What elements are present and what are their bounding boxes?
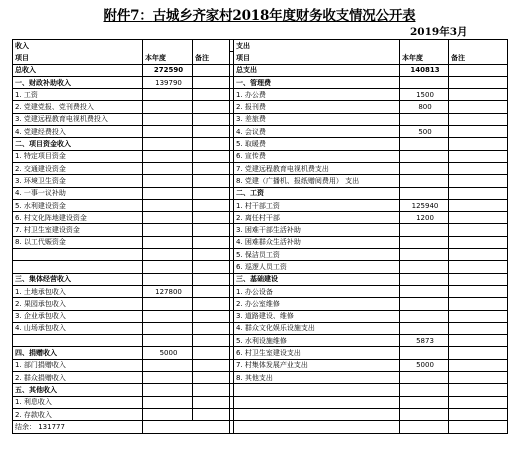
left-note-cell — [193, 150, 230, 162]
right-note-cell — [449, 298, 508, 310]
left-amount-cell — [143, 421, 193, 433]
left-amount-cell — [143, 162, 193, 174]
left-item-cell: 五、其他收入 — [13, 384, 143, 396]
left-note-cell — [193, 359, 230, 371]
left-amount-cell — [143, 150, 193, 162]
right-amount-cell — [400, 236, 449, 248]
right-item-cell: 4. 群众文化娱乐设施支出 — [234, 322, 400, 334]
left-amount-cell — [143, 372, 193, 384]
table-row — [13, 224, 508, 236]
left-item-cell: 三、集体经营收入 — [13, 273, 143, 285]
right-note-cell — [449, 359, 508, 371]
right-amount-cell — [400, 175, 449, 187]
left-note-cell — [193, 76, 230, 88]
left-item-cell: 6. 村文化阵地建设资金 — [13, 212, 143, 224]
expense-col-amount: 本年度 — [400, 52, 449, 64]
table-row — [13, 162, 508, 174]
right-item-cell: 5. 取暖费 — [234, 138, 400, 150]
right-item-cell: 6. 巡逻人员工资 — [234, 261, 400, 273]
left-note-cell — [193, 298, 230, 310]
left-note-cell — [193, 273, 230, 285]
left-note-cell — [193, 384, 230, 396]
left-item-cell: 四、捐赠收入 — [13, 347, 143, 359]
left-note-cell — [193, 126, 230, 138]
table-row — [13, 359, 508, 371]
right-amount-cell — [400, 396, 449, 408]
right-item-cell: 3. 差旅费 — [234, 113, 400, 125]
title-prefix: 附件7： — [103, 8, 153, 24]
right-note-cell — [449, 101, 508, 113]
right-amount-cell — [400, 347, 449, 359]
left-note-cell — [193, 261, 230, 273]
right-note-cell — [449, 384, 508, 396]
right-note-cell — [449, 347, 508, 359]
left-item-cell: 结余： 131777 — [13, 421, 143, 433]
left-item-cell: 二、项目资金收入 — [13, 138, 143, 150]
right-item-cell: 2. 报刊费 — [234, 101, 400, 113]
left-item-cell: 2. 存款收入 — [13, 408, 143, 420]
left-amount-cell: 272590 — [143, 64, 193, 76]
table-row — [13, 285, 508, 297]
left-amount-cell — [143, 113, 193, 125]
right-note-cell — [449, 126, 508, 138]
left-item-cell: 3. 企业承包收入 — [13, 310, 143, 322]
left-amount-cell — [143, 298, 193, 310]
left-item-cell: 5. 水利建设资金 — [13, 199, 143, 211]
left-note-cell — [193, 236, 230, 248]
right-amount-cell — [400, 113, 449, 125]
left-item-cell: 总收入 — [13, 64, 143, 76]
right-note-cell — [449, 76, 508, 88]
right-item-cell: 2. 离任村干部 — [234, 212, 400, 224]
right-note-cell — [449, 113, 508, 125]
right-item-cell: 1. 办公设备 — [234, 285, 400, 297]
left-amount-cell — [143, 261, 193, 273]
right-amount-cell — [400, 76, 449, 88]
right-item-cell: 4. 困难群众生活补助 — [234, 236, 400, 248]
right-note-cell — [449, 138, 508, 150]
table-row — [13, 175, 508, 187]
left-item-cell: 2. 党建党报、党刊费投入 — [13, 101, 143, 113]
right-item-cell: 总支出 — [234, 64, 400, 76]
right-item-cell: 一、管理费 — [234, 76, 400, 88]
right-item-cell: 1. 村干部工资 — [234, 199, 400, 211]
left-amount-cell — [143, 408, 193, 420]
table-row — [13, 64, 508, 76]
left-note-cell — [193, 372, 230, 384]
left-note-cell — [193, 162, 230, 174]
report-date: 2019年3月 — [410, 26, 468, 38]
right-amount-cell — [400, 138, 449, 150]
left-amount-cell — [143, 359, 193, 371]
left-item-cell: 1. 特定项目资金 — [13, 150, 143, 162]
right-note-cell — [449, 162, 508, 174]
right-item-cell — [234, 408, 400, 420]
right-note-cell — [449, 372, 508, 384]
table-row — [13, 335, 508, 347]
left-note-cell — [193, 187, 230, 199]
expense-col-item: 项目 — [234, 52, 400, 64]
left-item-cell: 4. 党建经费投入 — [13, 126, 143, 138]
right-note-cell — [449, 261, 508, 273]
left-amount-cell — [143, 89, 193, 101]
right-item-cell: 3. 道路建设、维修 — [234, 310, 400, 322]
right-note-cell — [449, 212, 508, 224]
right-item-cell: 二、工资 — [234, 187, 400, 199]
income-label: 收入 — [13, 40, 143, 52]
left-amount-cell — [143, 236, 193, 248]
right-note-cell — [449, 175, 508, 187]
left-amount-cell — [143, 249, 193, 261]
right-amount-cell — [400, 285, 449, 297]
right-item-cell — [234, 396, 400, 408]
right-item-cell: 6. 宣传费 — [234, 150, 400, 162]
right-note-cell — [449, 187, 508, 199]
right-amount-cell — [400, 150, 449, 162]
left-note-cell — [193, 396, 230, 408]
left-note-cell — [193, 249, 230, 261]
left-amount-cell — [143, 322, 193, 334]
right-amount-cell — [400, 249, 449, 261]
table-row — [13, 310, 508, 322]
right-amount-cell: 1200 — [400, 212, 449, 224]
left-item-cell: 8. 以工代赈资金 — [13, 236, 143, 248]
table-row — [13, 298, 508, 310]
left-item-cell: 1. 土地承包收入 — [13, 285, 143, 297]
right-note-cell — [449, 224, 508, 236]
right-note-cell — [449, 249, 508, 261]
right-amount-cell — [400, 310, 449, 322]
right-item-cell: 5. 保洁员工资 — [234, 249, 400, 261]
table-row — [13, 101, 508, 113]
table-row — [13, 372, 508, 384]
left-item-cell: 2. 果园承包收入 — [13, 298, 143, 310]
table-row — [13, 347, 508, 359]
right-note-cell — [449, 64, 508, 76]
left-amount-cell — [143, 138, 193, 150]
left-note-cell — [193, 310, 230, 322]
right-note-cell — [449, 396, 508, 408]
table-row — [13, 273, 508, 285]
right-note-cell — [449, 335, 508, 347]
right-item-cell: 6. 村卫生室建设支出 — [234, 347, 400, 359]
right-item-cell: 8. 其他支出 — [234, 372, 400, 384]
left-note-cell — [193, 199, 230, 211]
table-row — [13, 236, 508, 248]
right-amount-cell: 140813 — [400, 64, 449, 76]
left-note-cell — [193, 322, 230, 334]
left-amount-cell: 127800 — [143, 285, 193, 297]
table-row — [13, 322, 508, 334]
left-amount-cell — [143, 396, 193, 408]
right-item-cell: 7. 党建远程教育电视机费支出 — [234, 162, 400, 174]
left-amount-cell — [143, 101, 193, 113]
right-note-cell — [449, 89, 508, 101]
right-amount-cell — [400, 298, 449, 310]
left-item-cell: 2. 交通建设资金 — [13, 162, 143, 174]
right-note-cell — [449, 421, 508, 433]
right-note-cell — [449, 408, 508, 420]
left-amount-cell — [143, 384, 193, 396]
right-item-cell: 4. 会议费 — [234, 126, 400, 138]
left-item-cell: 3. 环境卫生资金 — [13, 175, 143, 187]
left-item-cell: 3. 党建远程教育电视机费投入 — [13, 113, 143, 125]
expense-col-note: 备注 — [449, 52, 508, 64]
finance-table — [12, 39, 508, 434]
left-item-cell — [13, 335, 143, 347]
right-amount-cell: 800 — [400, 101, 449, 113]
right-amount-cell — [400, 187, 449, 199]
right-item-cell: 2. 办公室维修 — [234, 298, 400, 310]
table-row — [13, 199, 508, 211]
left-note-cell — [193, 408, 230, 420]
left-amount-cell — [143, 175, 193, 187]
right-note-cell — [449, 150, 508, 162]
left-note-cell — [193, 89, 230, 101]
income-col-amount: 本年度 — [143, 52, 193, 64]
right-item-cell: 7. 村集体发展产业支出 — [234, 359, 400, 371]
table-row — [13, 212, 508, 224]
right-note-cell — [449, 322, 508, 334]
left-note-cell — [193, 335, 230, 347]
income-col-note: 备注 — [193, 52, 230, 64]
right-amount-cell: 5000 — [400, 359, 449, 371]
right-amount-cell — [400, 162, 449, 174]
left-amount-cell — [143, 187, 193, 199]
table-row — [13, 126, 508, 138]
table-row — [13, 396, 508, 408]
left-amount-cell — [143, 310, 193, 322]
table-row — [13, 89, 508, 101]
left-item-cell — [13, 261, 143, 273]
left-note-cell — [193, 113, 230, 125]
right-item-cell — [234, 421, 400, 433]
left-note-cell — [193, 64, 230, 76]
table-row — [13, 150, 508, 162]
left-note-cell — [193, 101, 230, 113]
right-note-cell — [449, 273, 508, 285]
right-amount-cell: 1500 — [400, 89, 449, 101]
left-item-cell: 一、财政补助收入 — [13, 76, 143, 88]
right-amount-cell — [400, 322, 449, 334]
right-amount-cell: 5873 — [400, 335, 449, 347]
title-main: 古城乡齐家村2018年度财务收支情况公开表 — [152, 8, 416, 24]
right-item-cell: 8. 党建（广播机、报纸赠阅费用） 支出 — [234, 175, 400, 187]
table-row — [13, 421, 508, 433]
left-note-cell — [193, 224, 230, 236]
left-item-cell: 1. 部门捐赠收入 — [13, 359, 143, 371]
table-row — [13, 138, 508, 150]
table-row — [13, 408, 508, 420]
page-title — [0, 8, 519, 24]
right-amount-cell — [400, 273, 449, 285]
table-row — [13, 384, 508, 396]
table-row — [13, 249, 508, 261]
section-label-row — [13, 40, 508, 52]
left-amount-cell: 5000 — [143, 347, 193, 359]
income-col-item: 项目 — [13, 52, 143, 64]
right-amount-cell — [400, 224, 449, 236]
table-row — [13, 76, 508, 88]
right-amount-cell — [400, 261, 449, 273]
left-amount-cell: 139790 — [143, 76, 193, 88]
right-item-cell: 三、基础建设 — [234, 273, 400, 285]
left-amount-cell — [143, 273, 193, 285]
table-row — [13, 261, 508, 273]
right-note-cell — [449, 199, 508, 211]
expense-label: 支出 — [234, 40, 400, 52]
right-amount-cell — [400, 408, 449, 420]
left-item-cell: 1. 工资 — [13, 89, 143, 101]
left-note-cell — [193, 285, 230, 297]
left-amount-cell — [143, 212, 193, 224]
table-row — [13, 113, 508, 125]
left-amount-cell — [143, 224, 193, 236]
left-item-cell: 4. 山场承包收入 — [13, 322, 143, 334]
right-note-cell — [449, 285, 508, 297]
header-row — [13, 52, 508, 64]
left-note-cell — [193, 347, 230, 359]
right-amount-cell — [400, 384, 449, 396]
left-note-cell — [193, 138, 230, 150]
left-item-cell: 2. 群众捐赠收入 — [13, 372, 143, 384]
right-note-cell — [449, 236, 508, 248]
right-item-cell: 5. 水利设施维修 — [234, 335, 400, 347]
left-note-cell — [193, 421, 230, 433]
right-amount-cell: 125940 — [400, 199, 449, 211]
left-amount-cell — [143, 335, 193, 347]
left-item-cell: 1. 利息收入 — [13, 396, 143, 408]
right-amount-cell — [400, 372, 449, 384]
right-item-cell — [234, 384, 400, 396]
left-amount-cell — [143, 199, 193, 211]
right-note-cell — [449, 310, 508, 322]
right-item-cell: 3. 困难干部生活补助 — [234, 224, 400, 236]
right-item-cell: 1. 办公费 — [234, 89, 400, 101]
right-amount-cell: 500 — [400, 126, 449, 138]
left-item-cell — [13, 249, 143, 261]
left-note-cell — [193, 175, 230, 187]
table-row — [13, 187, 508, 199]
left-item-cell: 7. 村卫生室建设资金 — [13, 224, 143, 236]
left-note-cell — [193, 212, 230, 224]
right-amount-cell — [400, 421, 449, 433]
left-amount-cell — [143, 126, 193, 138]
left-item-cell: 4. 一事一议补助 — [13, 187, 143, 199]
